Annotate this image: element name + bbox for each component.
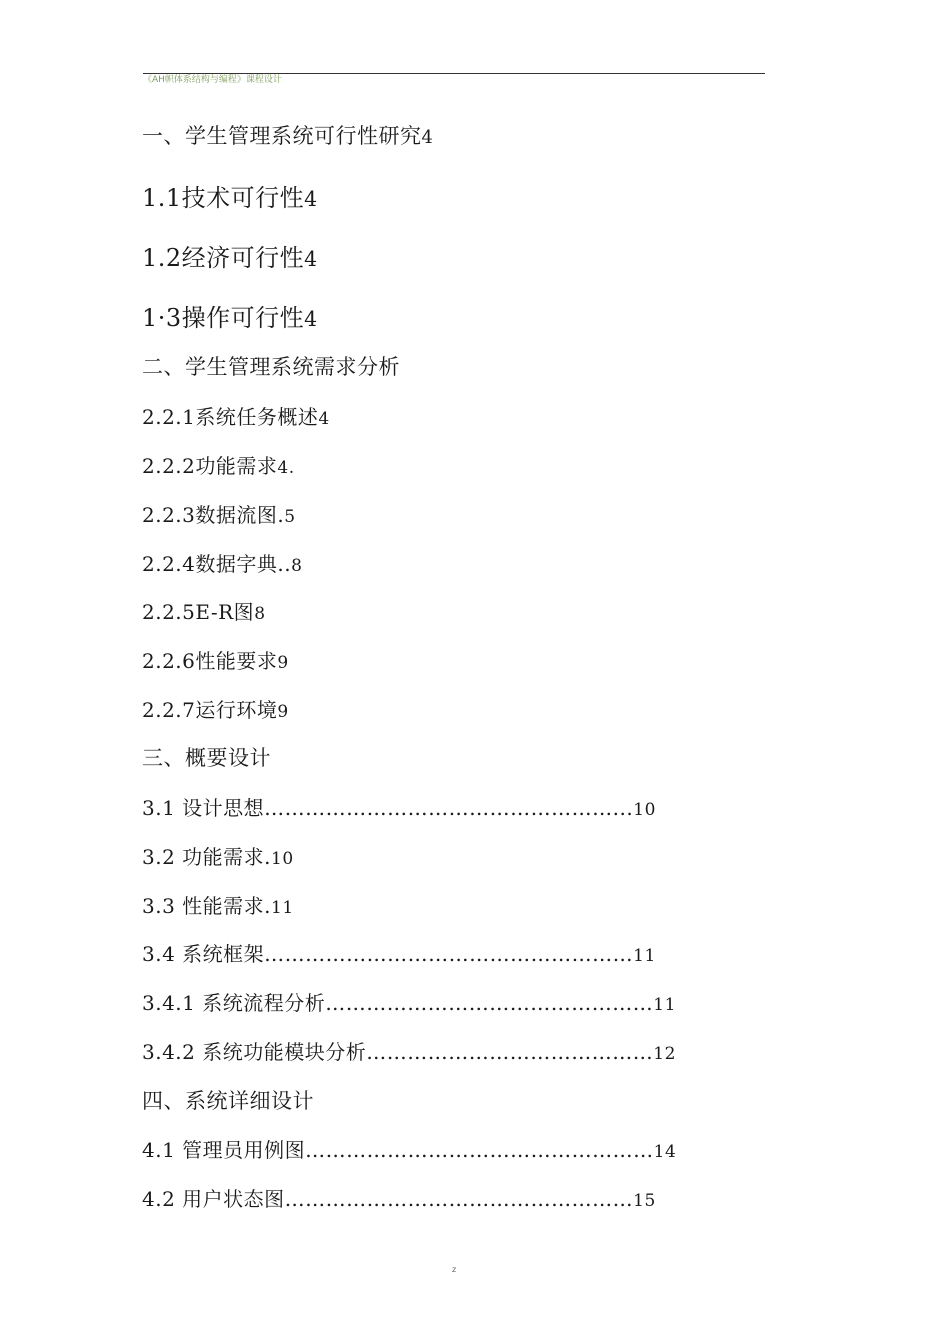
- toc-entry: [142, 401, 330, 430]
- toc-entry-text: 四、系统详细设计: [142, 1089, 314, 1113]
- toc-entry-text: 3.4 系统框架………………………………………………: [142, 942, 634, 966]
- toc-entry-page: 14: [653, 1142, 677, 1162]
- toc-entry-text: 三、概要设计: [142, 746, 271, 770]
- toc-entry: [142, 596, 266, 625]
- toc-entry: [142, 938, 656, 967]
- toc-entry-text: 4.2 用户状态图……………………………………………: [142, 1187, 634, 1211]
- toc-entry-page: 12: [653, 1044, 676, 1064]
- toc-entry-text: 3.1 设计思想……………………………………………...: [142, 796, 634, 820]
- toc-entry-text: 2.2.4数据字典..: [142, 552, 292, 576]
- toc-entry-page: 10: [633, 800, 656, 820]
- toc-entry-page: 11: [653, 995, 676, 1015]
- toc-entry-page: 10: [271, 849, 294, 869]
- toc-entry-page: 4: [421, 127, 434, 148]
- toc-entry-page: 9: [277, 653, 289, 673]
- toc-entry: [142, 694, 289, 723]
- toc-entry-text: 3.4.2 系统功能模块分析……………………………………: [142, 1040, 654, 1064]
- toc-entry: [142, 548, 302, 577]
- toc-entry-text: 2.2.7运行环境: [142, 698, 278, 722]
- toc-entry-text: 3.2 功能需求.: [142, 845, 272, 869]
- toc-entry-page: 9: [277, 702, 289, 722]
- toc-entry-text: 2.2.2功能需求: [142, 454, 278, 478]
- footer-mark: z: [452, 1265, 457, 1274]
- toc-entry-text: 二、学生管理系统需求分析: [142, 355, 400, 379]
- toc-entry-text: 1.2经济可行性: [142, 244, 305, 272]
- toc-entry-page: 11: [271, 898, 294, 918]
- toc-entry: [142, 1134, 676, 1163]
- toc-entry: [142, 120, 433, 150]
- toc-entry-text: 2.2.3数据流图.: [142, 503, 285, 527]
- toc-entry-text: 3.4.1 系统流程分析…………………………………………: [142, 991, 654, 1015]
- toc-entry: [142, 499, 296, 528]
- toc-entry-page: 5: [284, 507, 296, 527]
- toc-entry: [142, 1036, 676, 1065]
- toc-entry: [142, 178, 318, 213]
- toc-entry: [142, 645, 289, 674]
- toc-entry-text: 2.2.6性能要求: [142, 649, 278, 673]
- toc-entry-text: 2.2.1系统任务概述: [142, 405, 319, 429]
- toc-entry-page: 4: [304, 247, 318, 271]
- toc-entry: [142, 1085, 314, 1115]
- toc-entry: [142, 987, 676, 1016]
- toc-entry-text: 4.1 管理员用例图……………………………………………: [142, 1138, 654, 1162]
- toc-entry-text: 1.1技术可行性: [142, 184, 305, 212]
- toc-entry: [142, 238, 318, 273]
- toc-entry-page: 4.: [277, 458, 295, 478]
- toc-entry-page: 4: [304, 187, 318, 211]
- toc-entry-text: 2.2.5E-R图: [142, 600, 255, 624]
- toc-entry-text: 3.3 性能需求.: [142, 894, 272, 918]
- toc-entry: [142, 298, 318, 333]
- toc-entry: [142, 792, 656, 821]
- toc-entry-text: 1·3操作可行性: [142, 304, 305, 332]
- toc-entry-page: 8: [291, 556, 303, 576]
- toc-entry: [142, 1183, 656, 1212]
- toc-entry: [142, 841, 294, 870]
- header-rule: [143, 73, 765, 74]
- toc-entry: [142, 450, 295, 479]
- toc-entry-page: 8: [254, 604, 266, 624]
- toc-entry: [142, 890, 294, 919]
- toc-entry-page: 4: [318, 409, 330, 429]
- toc-entry: [142, 351, 400, 381]
- toc-entry: [142, 742, 271, 772]
- running-header: 《AH帜体系结构与编程》课程设计: [143, 75, 282, 85]
- toc-entry-page: 4: [304, 307, 318, 331]
- toc-entry-page: 11: [633, 946, 656, 966]
- toc-entry-text: 一、学生管理系统可行性研究: [142, 124, 422, 148]
- toc-entry-page: 15: [633, 1191, 656, 1211]
